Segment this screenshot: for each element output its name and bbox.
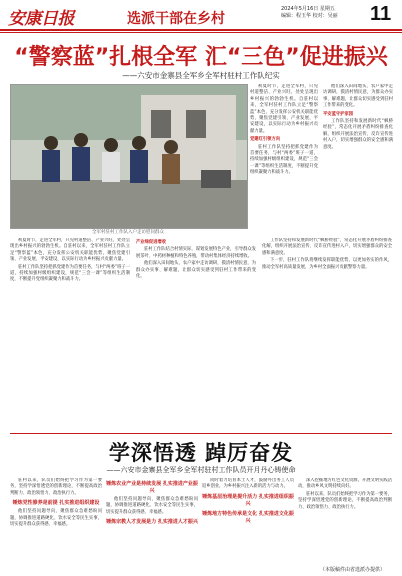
article2-column-1: [10, 478, 102, 570]
article1-photo: [10, 84, 248, 229]
article1-kicker: 党建红引领方向: [250, 137, 281, 143]
header-rule-thin: [0, 32, 402, 33]
article2-paragraph: 深入挖掘地方红色文化资源，开展文明实践活动，推动乡风文明持续向好。: [298, 478, 392, 490]
header-rule: [0, 29, 402, 31]
article1-paragraph: 初夏时节，走进全军村，只见村道整洁、产业兴旺，处处呈现出乡村振兴的勃勃生机。自驻村以来，全军村驻村工作队立足“警察蓝”本色，充分发挥公安机关职能优势，聚焦党建引领、产业发展、平安建设，以实际行动为乡村振兴贡献力量。: [250, 84, 318, 134]
article1-subheadline: ——六安市金寨县全军乡全军村驻村工作队纪实: [122, 71, 280, 80]
article2-headline: 学深悟透 踔厉奋发: [108, 441, 294, 465]
article1-paragraph: 驻村工作队坚持把抓党建作为首要任务，与村“两委”班子一道，持续加强村级组织建设，规范“三会一课”等组织生活制度，不断提升党组织凝聚力和战斗力。: [250, 144, 318, 176]
article1-headline: “警察蓝”扎根全军 汇“三色”促进振兴: [14, 45, 388, 70]
article2-column-3: [202, 478, 294, 570]
article2-paragraph: 驻村以来，队员们始终把学习作为第一要务，坚持学深悟透党的创新理论，不断提高政治判断力、政治领悟力、政治执行力。: [10, 478, 102, 496]
article1-column-1: [10, 238, 130, 428]
article1-paragraph: 驻村工作队结合村情实际，谋划发展特色产业，引导群众发展茶叶、中药材种植和特色养殖，带动村集体经济持续增收。: [136, 247, 256, 259]
source-note: （本版稿件由省选派办提供）: [320, 567, 386, 573]
article1-kicker: 产业绿促进增收: [136, 240, 167, 245]
article1-column-right-b: [323, 84, 393, 234]
photo-caption: 全军村驻村工作队入户走访慰问群众: [92, 230, 164, 235]
article1-column-2: [136, 238, 256, 428]
section-title: 选派干部在乡村: [127, 11, 225, 27]
article1-paragraph: 工作队坚持和发展新时代“枫桥经验”，常态化开展矛盾纠纷排查化解，组织开展法治宣传、反诈宣传进村入户，切实增强群众的安全感和满意度。: [262, 238, 392, 256]
article1-paragraph: 驻村工作队坚持把抓党建作为首要任务，与村“两委”班子一道，持续加强村级组织建设，规范“三会一课”等组织生活制度，不断提升党组织凝聚力和战斗力。: [10, 264, 130, 283]
article1-kicker: 平安蓝守护家园: [323, 111, 354, 117]
article2-subheadline: ——六安市金寨县全军乡全军村驻村工作队员开月丹心铸使命: [106, 466, 296, 474]
page-number: 11: [370, 3, 392, 25]
article1-paragraph: 他们深入田间地头、农户家中走访调研，摸清村情民意，为群众办实事、解难题，让群众切实感受到驻村工作带来的变化。: [323, 84, 393, 109]
article2-kicker: 锤炼地方特色传承是文化 扎实推进文化振兴: [202, 510, 294, 524]
article2-kicker: 锤炼农业产业是持续发展 扎实推进产业振兴: [106, 481, 198, 494]
editor-line: 编辑：程玉华 校对：吴丽: [281, 13, 338, 19]
article1-paragraph: 初夏时节，走进全军村，只见村道整洁、产业兴旺，处处呈现出乡村振兴的勃勃生机。自驻村以来，全军村驻村工作队立足“警察蓝”本色，充分发挥公安机关职能优势，聚焦党建引领、产业发展、平安建设，以实际行动为乡村振兴贡献力量。: [10, 238, 130, 263]
article2-paragraph: 驻村以来，队员们始终把学习作为第一要务，坚持学深悟透党的创新理论，不断提高政治判断力、政治领悟力、政治执行力。: [298, 491, 392, 510]
date-line: [281, 6, 338, 20]
photo-illustration: [11, 85, 247, 228]
masthead: 安康日报: [8, 9, 74, 29]
article2-kicker: 锤炼基层治理是提升活力 扎实推进组织振兴: [202, 493, 294, 507]
article2-column-2: [106, 478, 198, 570]
article2-paragraph: 同时着力培育本土人才，鼓励外出务工人员返乡创业，为乡村振兴注入新的活力与动力。: [202, 478, 294, 490]
article1-column-right-a: [250, 84, 318, 234]
article1-paragraph: 他们深入田间地头、农户家中走访调研，摸清村情民意，为群众办实事、解难题，让群众切实感受到驻村工作带来的变化。: [136, 261, 256, 280]
article1-paragraph: 下一步，驻村工作队将继续发挥职能优势，以更加务实的作风，推动全军村高质量发展，为乡村全面振兴贡献警察力量。: [262, 258, 392, 270]
publish-date: 2024年5月16日 星期五: [281, 6, 335, 12]
article1-column-3: [262, 238, 392, 428]
article-divider: [10, 433, 392, 434]
article2-kicker: 锤炼党性修养是前提 扎实推进组织建设: [12, 500, 100, 507]
article1-paragraph: 工作队坚持和发展新时代“枫桥经验”，常态化开展矛盾纠纷排查化解，组织开展法治宣传、反诈宣传进村入户，切实增强群众的安全感和满意度。: [323, 119, 393, 150]
article2-column-4: [298, 478, 392, 564]
article2-paragraph: 他们坚持问题导向，聚焦群众急难愁盼问题，协调推进道路硬化、饮水安全等民生实事，切实提升群众获得感、幸福感。: [10, 509, 102, 528]
article2-paragraph: 他们坚持问题导向，聚焦群众急难愁盼问题，协调推进道路硬化、饮水安全等民生实事，切实提升群众获得感、幸福感。: [106, 497, 198, 515]
article2-kicker: 锤炼宗教人才发展是力 扎实推进人才振兴: [106, 519, 198, 526]
